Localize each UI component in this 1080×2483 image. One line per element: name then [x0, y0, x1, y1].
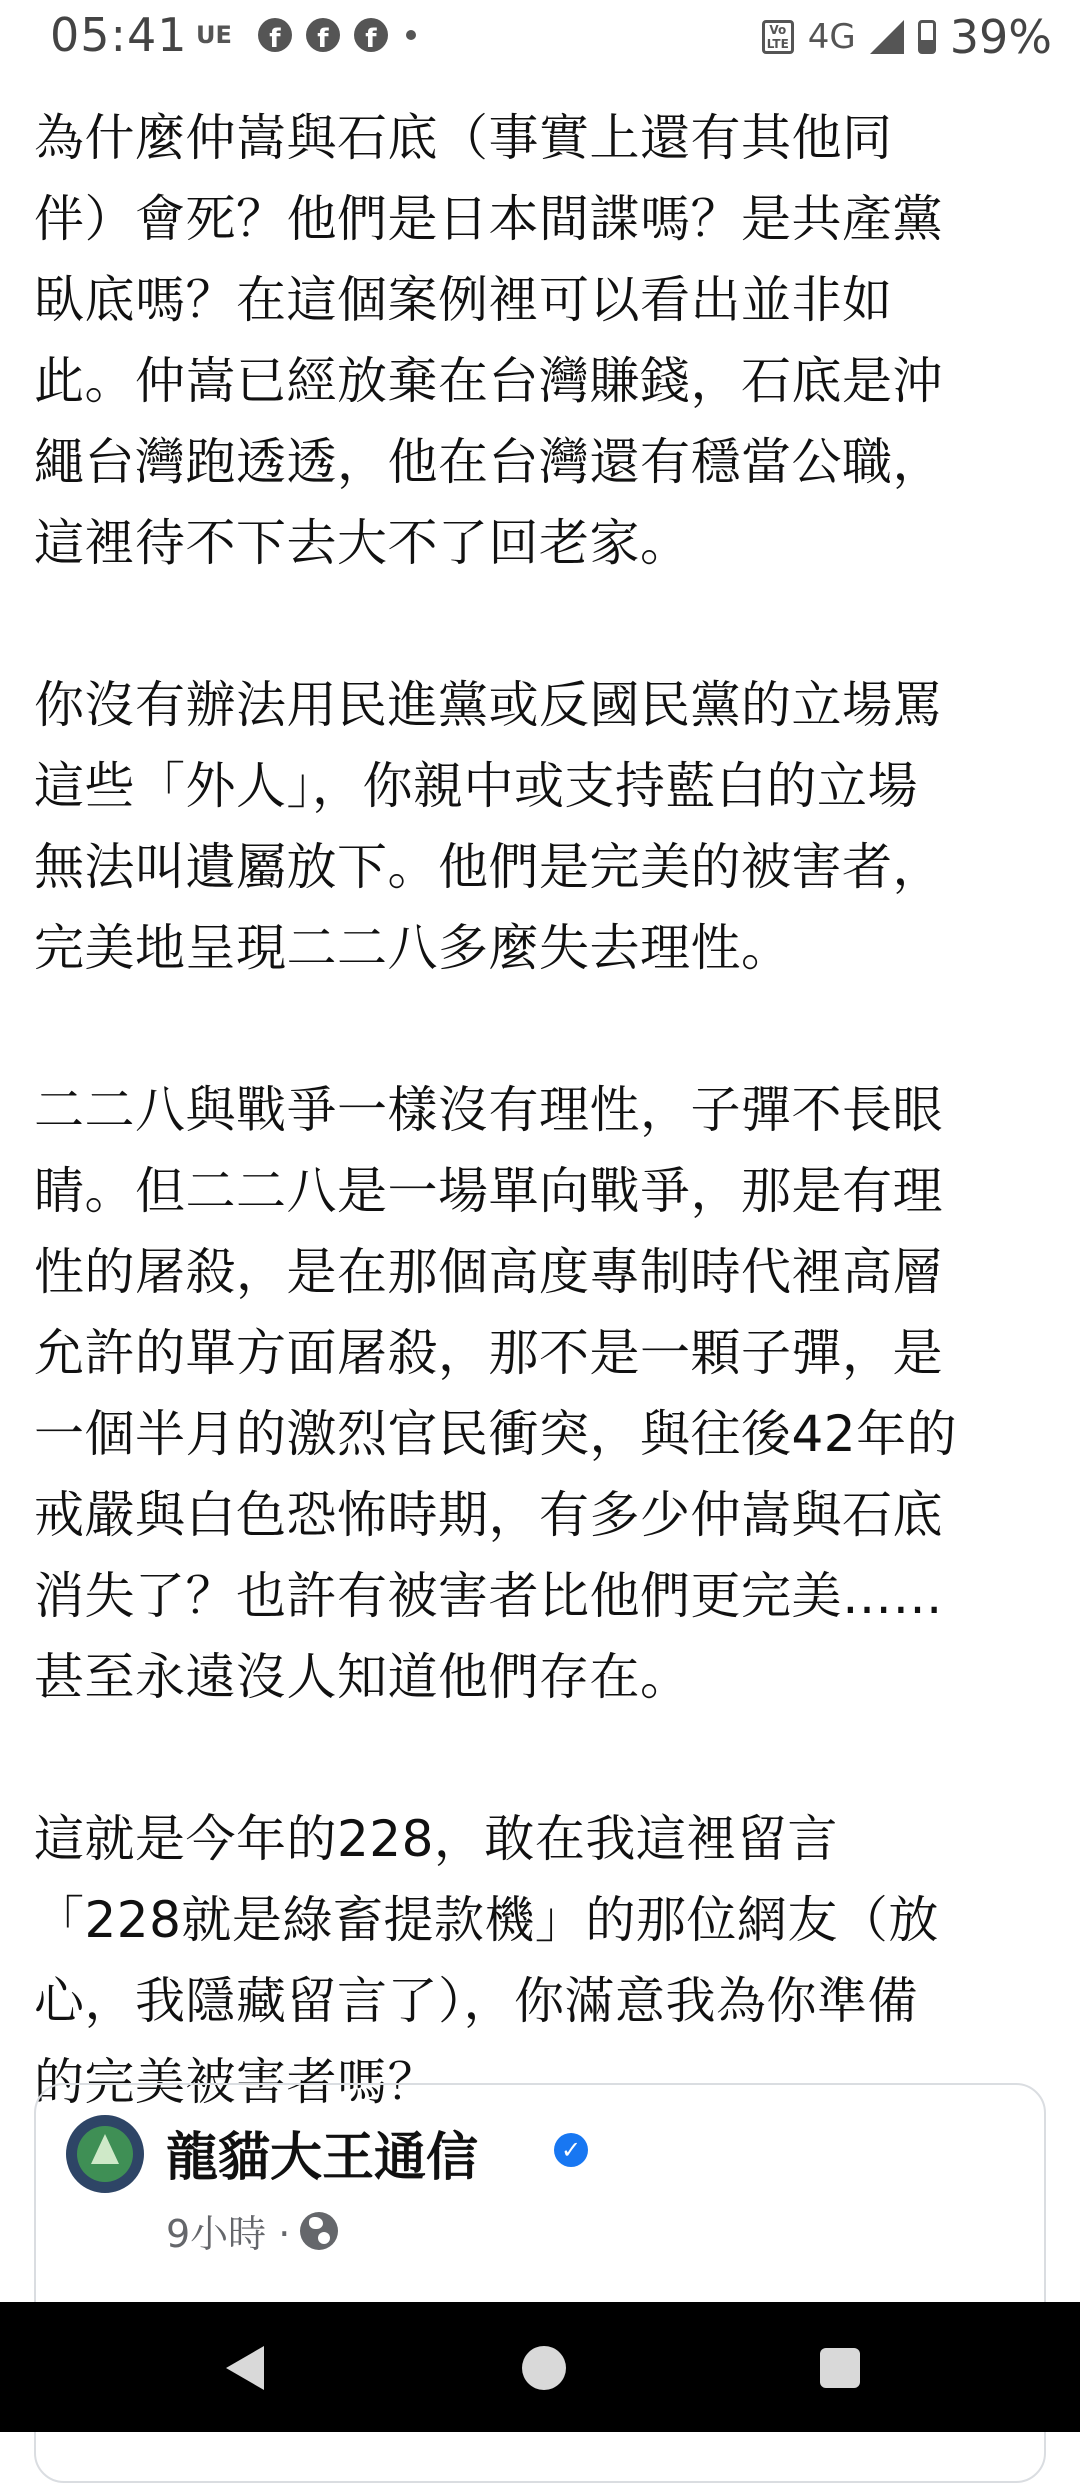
post-body	[34, 98, 1049, 2123]
page-name[interactable]: 龍貓大王通信	[166, 2128, 479, 2188]
verified-badge-icon: ✓	[554, 2133, 588, 2167]
tree-icon	[91, 2134, 119, 2164]
notification-icons	[196, 18, 416, 52]
facebook-notification-icon: f	[306, 18, 340, 52]
back-icon[interactable]	[226, 2346, 264, 2390]
post-paragraph: 你沒有辦法用民進黨或反國民黨的立場罵 這些「外人」，你親中或支持藍白的立場 無法叫遺屬放下。他們是完美的被害者， 完美地呈現二二八多麼失去理性。	[34, 676, 943, 977]
post-paragraph: 為什麼仲嵩與石底（事實上還有其他同 伴）會死？他們是日本間諜嗎？是共產黨 臥底嗎？在這個案例裡可以看出並非如 此。仲嵩已經放棄在台灣賺錢，石底是沖 繩台灣跑透透，他在台灣還有穩當公職， 這裡待不下去大不了回老家。	[34, 109, 943, 572]
status-time: 05:41	[50, 8, 188, 62]
post-paragraph: 這就是今年的228，敢在我這裡留言 「228就是綠畜提款機」的那位網友（放 心，我隱藏留言了），你滿意我為你準備 的完美被害者嗎？	[34, 1810, 939, 2111]
network-type: 4G	[807, 17, 856, 57]
signal-icon	[870, 20, 904, 54]
navigation-bar	[0, 2302, 1080, 2432]
volte-icon: Vo LTE	[762, 20, 794, 54]
page-avatar[interactable]	[66, 2115, 144, 2193]
more-notifications-icon	[406, 30, 416, 40]
battery-percent: 39%	[949, 10, 1052, 64]
facebook-notification-icon: f	[354, 18, 388, 52]
post-time[interactable]: 9小時 ·	[166, 2212, 291, 2256]
facebook-notification-icon: f	[258, 18, 292, 52]
home-icon[interactable]	[522, 2346, 566, 2390]
globe-icon	[300, 2212, 338, 2250]
post-meta	[166, 2203, 338, 2258]
recents-icon[interactable]	[820, 2348, 860, 2388]
status-bar	[0, 0, 1080, 70]
battery-icon	[918, 20, 936, 54]
system-icons	[762, 10, 1052, 64]
carrier-label: UE	[196, 21, 232, 49]
post-paragraph: 二二八與戰爭一樣沒有理性，子彈不長眼 睛。但二二八是一場單向戰爭，那是有理 性的屠殺，是在那個高度專制時代裡高層 允許的單方面屠殺，那不是一顆子彈，是 一個半月的激烈官民衝突，與往後42年的 戒嚴與白色恐怖時期，有多少仲嵩與石底 消失了？也許有被害者比他們更完美…… 甚至永遠沒人知道他們存在。	[34, 1081, 958, 1706]
